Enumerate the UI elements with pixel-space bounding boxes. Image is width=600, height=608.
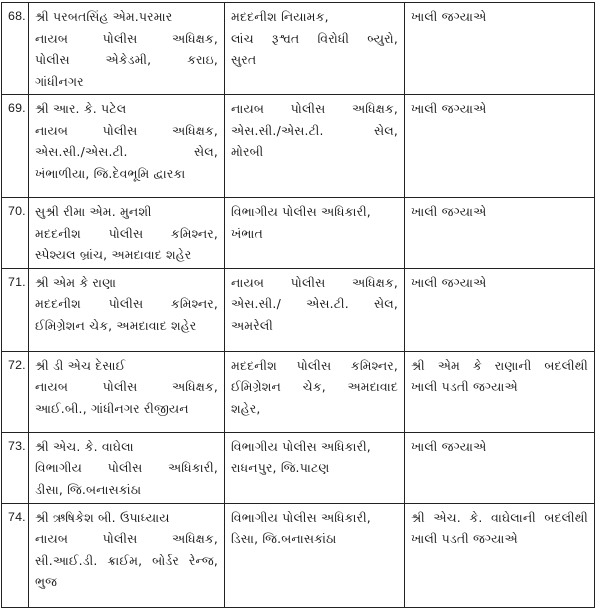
officer-line: શ્રી એમ કે રાણા bbox=[35, 274, 117, 290]
new-post-line: વિભાગીય પોલીસ અધિકારી, bbox=[231, 438, 371, 454]
new-post-line: નાયબ પોલીસ અધિક્ષક, bbox=[231, 274, 398, 290]
officer-line: શ્રી ઋષિકેશ બી. ઉપાધ્યાય bbox=[35, 509, 170, 525]
table-row bbox=[2, 95, 595, 198]
serial-number-cell: 70. bbox=[2, 198, 29, 269]
serial-number-cell: 69. bbox=[2, 95, 29, 198]
remarks-cell bbox=[405, 95, 595, 198]
officer-line: નાયબ પોલીસ અધિક્ષક, bbox=[35, 379, 218, 394]
table-row bbox=[2, 432, 595, 503]
transfer-table bbox=[1, 2, 595, 608]
remarks-line: ખાલી જગ્યાએ bbox=[411, 274, 487, 290]
new-post-cell bbox=[225, 198, 405, 269]
remarks-line: ખાલી પડતી જગ્યાએ bbox=[411, 379, 518, 394]
officer-cell bbox=[29, 432, 225, 503]
remarks-cell bbox=[405, 503, 595, 607]
new-post-line: અમરેલી bbox=[231, 317, 273, 333]
new-post-line: વિભાગીય પોલીસ અધિકારી, bbox=[231, 509, 371, 525]
table-row bbox=[2, 198, 595, 269]
remarks-cell bbox=[405, 268, 595, 351]
new-post-line: એસ.સી./એસ.ટી. સેલ, bbox=[231, 122, 398, 138]
remarks-line: ખાલી જગ્યાએ bbox=[411, 9, 487, 24]
new-post-line: નાયબ પોલીસ અધિક્ષક, bbox=[231, 101, 398, 116]
serial-number-cell: 73. bbox=[2, 432, 29, 503]
serial-number-cell: 68. bbox=[2, 3, 29, 95]
serial-number-cell: 71. bbox=[2, 268, 29, 351]
transfer-table-body bbox=[2, 3, 595, 608]
table-row bbox=[2, 3, 595, 95]
officer-line: સુશ્રી રીમા એમ. મુનશી bbox=[35, 204, 152, 219]
new-post-cell bbox=[225, 3, 405, 95]
officer-line: પોલીસ એકેડમી, કરાઇ, bbox=[35, 52, 218, 67]
new-post-cell bbox=[225, 351, 405, 432]
officer-line: નાયબ પોલીસ અધિક્ષક, bbox=[35, 122, 218, 138]
new-post-cell bbox=[225, 268, 405, 351]
officer-line: મદદનીશ પોલીસ કમિશ્નર, bbox=[35, 225, 218, 241]
officer-cell bbox=[29, 95, 225, 198]
new-post-line: શહેર, bbox=[231, 400, 261, 416]
officer-line: ગાંધીનગર bbox=[35, 73, 84, 89]
new-post-line: એસ.સી./ એસ.ટી. સેલ, bbox=[231, 296, 398, 311]
table-row bbox=[2, 351, 595, 432]
serial-number-cell: 74. bbox=[2, 503, 29, 607]
new-post-cell bbox=[225, 432, 405, 503]
new-post-line: વિભાગીય પોલીસ અધિકારી, bbox=[231, 204, 371, 219]
officer-cell bbox=[29, 268, 225, 351]
officer-line: આઈ.બી., ગાંધીનગર રીજીયન bbox=[35, 400, 189, 416]
new-post-line: ડિસા, જિ.બનાસકાંઠા bbox=[231, 531, 337, 546]
new-post-line: ખંભાત bbox=[231, 225, 263, 241]
new-post-line: મોરબી bbox=[231, 144, 264, 159]
table-row bbox=[2, 268, 595, 351]
new-post-line: લાંચ રૂશ્વત વિરોધી બ્યુરો, bbox=[231, 30, 398, 46]
officer-cell bbox=[29, 198, 225, 269]
officer-cell bbox=[29, 351, 225, 432]
officer-line: એસ.સી./એસ.ટી. સેલ, bbox=[35, 144, 218, 159]
officer-line: વિભાગીય પોલીસ અધિકારી, bbox=[35, 460, 218, 475]
remarks-cell bbox=[405, 198, 595, 269]
new-post-cell bbox=[225, 503, 405, 607]
officer-line: સી.આઈ.ડી. ક્રાઈમ, બોર્ડર રેન્જ, bbox=[35, 552, 218, 568]
remarks-line: ખાલી જગ્યાએ bbox=[411, 204, 487, 219]
new-post-line: ઈમિગ્રેશન ચેક, અમદાવાદ bbox=[231, 379, 398, 394]
remarks-cell bbox=[405, 3, 595, 95]
officer-line: શ્રી ડી એચ દેસાઈ bbox=[35, 357, 126, 373]
officer-line: ભુજ bbox=[35, 574, 58, 589]
remarks-line: શ્રી એચ. કે. વાઘેલાની બદલીથી bbox=[411, 509, 588, 525]
officer-line: શ્રી આર. કે. પટેલ bbox=[35, 101, 127, 116]
serial-number-cell: 72. bbox=[2, 351, 29, 432]
new-post-line: મદદનીશ નિયામક, bbox=[231, 9, 329, 24]
remarks-cell bbox=[405, 432, 595, 503]
officer-line: મદદનીશ પોલીસ કમિશ્નર, bbox=[35, 296, 218, 311]
remarks-line: ખાલી જગ્યાએ bbox=[411, 438, 487, 454]
officer-line: શ્રી એચ. કે. વાઘેલા bbox=[35, 438, 134, 454]
table-row bbox=[2, 503, 595, 607]
officer-line: ડીસા, જિ.બનાસકાંઠા bbox=[35, 481, 142, 497]
remarks-cell bbox=[405, 351, 595, 432]
officer-cell bbox=[29, 3, 225, 95]
officer-line: ઈમિગ્રેશન ચેક, અમદાવાદ શહેર bbox=[35, 317, 197, 333]
officer-cell bbox=[29, 503, 225, 607]
officer-line: ખંભાળીયા, જિ.દેવભૂમિ દ્વારકા bbox=[35, 165, 186, 181]
officer-line: નાયબ પોલીસ અધિક્ષક, bbox=[35, 531, 218, 546]
new-post-cell bbox=[225, 95, 405, 198]
remarks-line: ખાલી પડતી જગ્યાએ bbox=[411, 531, 518, 546]
new-post-line: રાધનપુર, જિ.પાટણ bbox=[231, 460, 330, 475]
new-post-line: મદદનીશ પોલીસ કમિશ્નર, bbox=[231, 357, 398, 373]
remarks-line: ખાલી જગ્યાએ bbox=[411, 101, 487, 116]
officer-line: નાયબ પોલીસ અધિક્ષક, bbox=[35, 30, 218, 46]
officer-line: શ્રી પરબતસિંહ એમ.પરમાર bbox=[35, 9, 173, 24]
remarks-line: શ્રી એમ કે રાણાની બદલીથી bbox=[411, 357, 588, 373]
new-post-line: સુરત bbox=[231, 52, 257, 67]
officer-line: સ્પેશ્યલ બ્રાંચ, અમદાવાદ શહેર bbox=[35, 247, 192, 262]
